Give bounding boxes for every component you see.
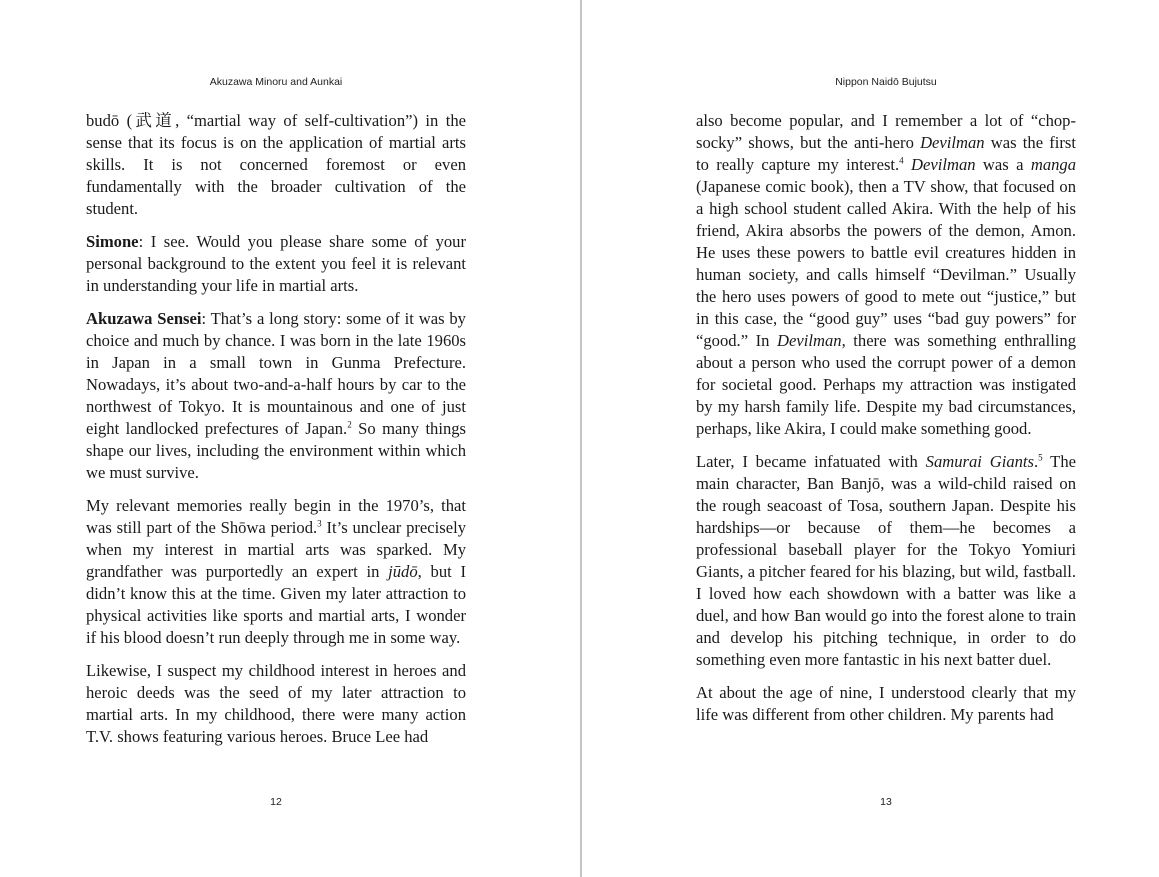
text-run: budō (武道, “martial way of self-cultivation”) in the sense that its focus is on the application of martial arts skills. It is not concerned foremost or even fundamentally with the broader cultivation of the student. xyxy=(86,111,466,218)
page-number: 13 xyxy=(880,796,892,808)
italic-text: Samurai Giants xyxy=(925,452,1034,471)
paragraph xyxy=(86,308,466,484)
page-number: 12 xyxy=(270,796,282,808)
footnote-marker: 2 xyxy=(347,419,352,430)
text-run: also become popular, and I remember a lot of “chop-socky” shows, but the anti-hero xyxy=(696,111,1076,152)
paragraph xyxy=(696,110,1076,440)
text-run: was the first to really capture my interest. xyxy=(696,133,1076,174)
text-run: The main character, Ban Banjō, was a wild-child raised on the rough seacoast of Tosa, southern Japan. Despite his hardships—or because of them—he becomes a professional baseball player for the Tokyo Yomiuri Giants, a pitcher feared for his blazing, but wild, fastball. I loved how each showdown with a batter was like a duel, and how Ban would go into the forest alone to train and develop his pitching technique, in order to do something even more fantastic in his next batter duel. xyxy=(696,452,1076,669)
text-run: (Japanese comic book), then a TV show, that focused on a high school student called Akira. With the help of his friend, Akira absorbs the powers of the demon, Amon. He uses these powers to battle evil creatures hidden in human society, and calls himself “Devilman.” Usually the hero uses powers of good to mete out “justice,” but in this case, the “good guy” uses “bad guy powers” for “good.” In xyxy=(696,177,1076,350)
paragraph xyxy=(86,495,466,649)
text-run: : I see. Would you please share some of your personal background to the extent you feel it is relevant in understanding your life in martial arts. xyxy=(86,232,466,295)
paragraph xyxy=(696,682,1076,726)
paragraph xyxy=(86,660,466,748)
italic-text: Devilman xyxy=(911,155,976,174)
footnote-marker: 4 xyxy=(899,155,904,166)
text-run: My relevant memories really begin in the 1970’s, that was still part of the Shōwa period. xyxy=(86,496,466,537)
text-run: . xyxy=(1034,452,1039,471)
text-run: So many things shape our lives, including the environment within which we must survive. xyxy=(86,419,467,482)
text-run xyxy=(904,155,911,174)
body-text xyxy=(86,110,466,748)
text-run: At about the age of nine, I understood clearly that my life was different from other children. My parents had xyxy=(696,683,1076,724)
italic-text: Devilman xyxy=(777,331,842,350)
text-run: , there was something enthralling about a person who used the corrupt power of a demon for societal good. Perhaps my attraction was instigated by my harsh family life. Despite my bad circumstances, perhaps, like Akira, I could make something good. xyxy=(696,331,1077,438)
speaker-name: Simone xyxy=(86,232,139,251)
italic-text: jūdō xyxy=(388,562,418,581)
paragraph xyxy=(696,451,1076,671)
italic-text: Devilman xyxy=(920,133,985,152)
footnote-marker: 3 xyxy=(317,518,322,529)
footnote-marker: 5 xyxy=(1038,452,1043,463)
speaker-name: Akuzawa Sensei xyxy=(86,309,202,328)
text-run: It’s unclear precisely when my interest in martial arts was sparked. My grandfather was purportedly an expert in xyxy=(86,518,466,581)
body-text xyxy=(696,110,1076,726)
paragraph xyxy=(86,231,466,297)
paragraph xyxy=(86,110,466,220)
running-head: Nippon Naidō Bujutsu xyxy=(835,76,937,88)
italic-text: manga xyxy=(1030,155,1077,174)
text-run: , but I didn’t know this at the time. Given my later attraction to physical activities like sports and martial arts, I wonder if his blood doesn’t run deeply through me in some way. xyxy=(86,562,466,647)
text-run: Later, I became infatuated with xyxy=(696,452,926,471)
text-run: : That’s a long story: some of it was by choice and much by chance. I was born in the late 1960s in Japan in a small town in Gunma Prefecture. Nowadays, it’s about two-and-a-half hours by car to the northwest of Tokyo. It is mountainous and one of just eight landlocked prefectures of Japan. xyxy=(86,309,466,438)
running-head: Akuzawa Minoru and Aunkai xyxy=(209,76,343,88)
right-page xyxy=(582,0,1159,877)
text-run: was a xyxy=(975,155,1031,174)
text-run: Likewise, I suspect my childhood interest in heroes and heroic deeds was the seed of my later attraction to martial arts. In my childhood, there were many action T.V. shows featuring various heroes. Bruce Lee had xyxy=(86,661,466,746)
